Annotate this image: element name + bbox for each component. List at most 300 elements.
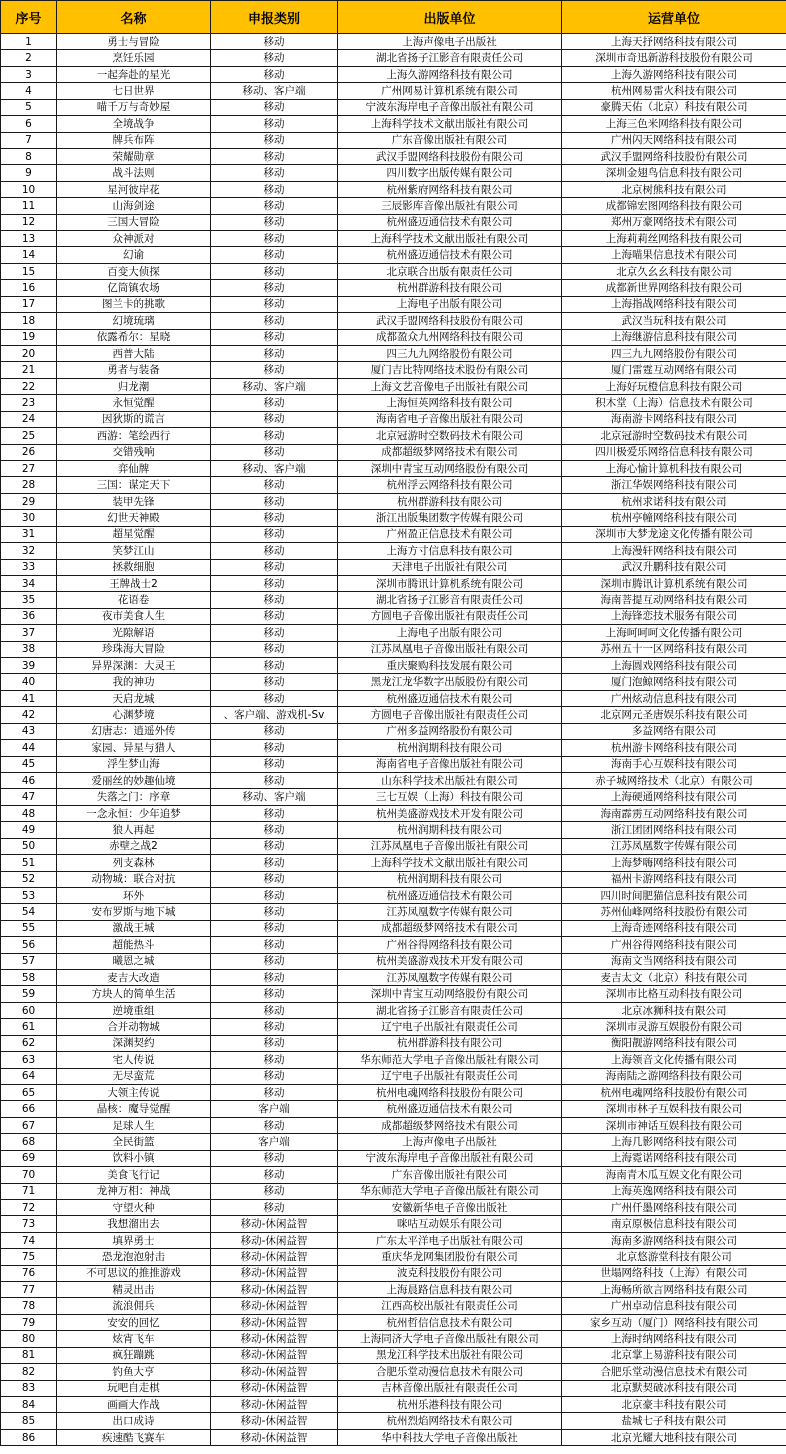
cell-publisher: 深圳中青宝互动网络股份有限公司: [338, 986, 562, 1002]
cell-index: 53: [1, 887, 57, 903]
cell-publisher: 杭州浮云网络科技有限公司: [338, 477, 562, 493]
cell-index: 43: [1, 723, 57, 739]
cell-index: 38: [1, 641, 57, 657]
cell-category: 移动-休闲益智: [211, 1397, 338, 1413]
cell-publisher: 杭州哲信信息技术有限公司: [338, 1314, 562, 1330]
cell-publisher: 上海文艺音像电子出版社有限公司: [338, 378, 562, 394]
cell-name: 大领主传说: [57, 1085, 211, 1101]
cell-name: 全境战争: [57, 116, 211, 132]
cell-publisher: 成都超级梦网络技术有限公司: [338, 444, 562, 460]
cell-name: 麦吉大改造: [57, 970, 211, 986]
cell-operator: 浙江团团网络科技有限公司: [562, 822, 786, 838]
cell-category: 移动: [211, 1085, 338, 1101]
table-row: [1, 231, 786, 247]
cell-operator: 广州炫动信息科技有限公司: [562, 690, 786, 706]
table-row: [1, 674, 786, 690]
cell-index: 29: [1, 493, 57, 509]
cell-index: 27: [1, 460, 57, 476]
cell-name: 天启龙城: [57, 690, 211, 706]
cell-category: 客户端: [211, 1101, 338, 1117]
cell-operator: 海南陆之游网络科技有限公司: [562, 1068, 786, 1084]
table-row: [1, 1134, 786, 1150]
cell-name: 家园、异星与猎人: [57, 740, 211, 756]
cell-operator: 深圳市比格互动科技有限公司: [562, 986, 786, 1002]
table-row: [1, 329, 786, 345]
cell-operator: 杭州求诺科技有限公司: [562, 493, 786, 509]
cell-publisher: 北京联合出版有限责任公司: [338, 263, 562, 279]
cell-operator: 海南菩提互动网络科技有限公司: [562, 592, 786, 608]
cell-category: 移动: [211, 66, 338, 82]
cell-name: 画画大作战: [57, 1397, 211, 1413]
table-row: [1, 477, 786, 493]
table-row: [1, 1085, 786, 1101]
cell-name: 心渊梦境: [57, 707, 211, 723]
cell-operator: 杭州游卡网络科技有限公司: [562, 740, 786, 756]
cell-category: 移动: [211, 1052, 338, 1068]
table-row: [1, 1199, 786, 1215]
cell-operator: 厦门雷霆互动网络有限公司: [562, 362, 786, 378]
cell-name: 山海剑途: [57, 198, 211, 214]
cell-index: 49: [1, 822, 57, 838]
table-row: [1, 1380, 786, 1396]
cell-category: 移动: [211, 756, 338, 772]
cell-name: 夜市美食人生: [57, 608, 211, 624]
header-name: 名称: [57, 1, 211, 34]
cell-category: 移动: [211, 1019, 338, 1035]
cell-operator: 上海喵果信息技术有限公司: [562, 247, 786, 263]
cell-name: 填界勇士: [57, 1232, 211, 1248]
table-row: [1, 887, 786, 903]
cell-category: 移动: [211, 165, 338, 181]
cell-operator: 上海指战网络科技有限公司: [562, 296, 786, 312]
cell-category: 移动: [211, 395, 338, 411]
cell-category: 移动: [211, 231, 338, 247]
cell-name: 钓鱼大亨: [57, 1364, 211, 1380]
cell-publisher: 湖北省扬子江影音有限责任公司: [338, 592, 562, 608]
cell-publisher: 黑龙江龙华数字出版股份有限公司: [338, 674, 562, 690]
cell-publisher: 上海电子出版有限公司: [338, 296, 562, 312]
table-row: [1, 592, 786, 608]
cell-name: 狼人再起: [57, 822, 211, 838]
cell-publisher: 广州盈正信息技术有限公司: [338, 526, 562, 542]
table-row: [1, 346, 786, 362]
cell-operator: 上海领音文化传播有限公司: [562, 1052, 786, 1068]
cell-category: 移动-休闲益智: [211, 1413, 338, 1429]
cell-name: 七日世界: [57, 83, 211, 99]
cell-category: 客户端: [211, 1134, 338, 1150]
cell-operator: 武汉升鹏科技有限公司: [562, 559, 786, 575]
table-row: [1, 214, 786, 230]
cell-operator: 北京久幺幺科技有限公司: [562, 263, 786, 279]
cell-name: 浮生梦山海: [57, 756, 211, 772]
table-row: [1, 1364, 786, 1380]
cell-operator: 南京原极信息科技有限公司: [562, 1216, 786, 1232]
cell-category: 移动: [211, 1068, 338, 1084]
table-row: [1, 641, 786, 657]
cell-publisher: 海南省电子音像出版社有限公司: [338, 411, 562, 427]
cell-category: 移动: [211, 855, 338, 871]
cell-name: 晶核：魔导觉醒: [57, 1101, 211, 1117]
cell-publisher: 广州多益网络股份有限公司: [338, 723, 562, 739]
cell-name: 宅人传说: [57, 1052, 211, 1068]
cell-category: 移动: [211, 1167, 338, 1183]
cell-name: 王牌战士2: [57, 575, 211, 591]
cell-index: 6: [1, 116, 57, 132]
table-row: [1, 1167, 786, 1183]
cell-publisher: 深圳市腾讯计算机系统有限公司: [338, 575, 562, 591]
cell-name: 不可思议的推推游戏: [57, 1265, 211, 1281]
cell-operator: 深圳市腾讯计算机系统有限公司: [562, 575, 786, 591]
cell-index: 40: [1, 674, 57, 690]
cell-category: 移动: [211, 148, 338, 164]
cell-publisher: 浙江出版集团数字传媒有限公司: [338, 510, 562, 526]
cell-index: 52: [1, 871, 57, 887]
cell-index: 18: [1, 313, 57, 329]
cell-operator: 苏州五十一区网络科技有限公司: [562, 641, 786, 657]
cell-operator: 深圳市林子互娱科技有限公司: [562, 1101, 786, 1117]
cell-name: 一起奔赴的星光: [57, 66, 211, 82]
table-row: [1, 838, 786, 854]
cell-name: 炫宵飞车: [57, 1331, 211, 1347]
cell-name: 亿筒镇农场: [57, 280, 211, 296]
cell-index: 64: [1, 1068, 57, 1084]
cell-publisher: 上海声像电子出版社: [338, 34, 562, 50]
cell-index: 1: [1, 34, 57, 50]
cell-name: 西游：笔绘西行: [57, 428, 211, 444]
cell-index: 23: [1, 395, 57, 411]
cell-name: 花语卷: [57, 592, 211, 608]
cell-operator: 上海英逸网络科技有限公司: [562, 1183, 786, 1199]
cell-name: 我想溜出去: [57, 1216, 211, 1232]
cell-name: 曦恩之城: [57, 953, 211, 969]
cell-publisher: 吉林音像出版社有限责任公司: [338, 1380, 562, 1396]
cell-publisher: 上海恒英网络科技有限公司: [338, 395, 562, 411]
cell-category: 移动、客户端: [211, 460, 338, 476]
table-row: [1, 66, 786, 82]
cell-operator: 四川极爱乐网络信息科技有限公司: [562, 444, 786, 460]
table-row: [1, 855, 786, 871]
table-row: [1, 313, 786, 329]
cell-category: 移动: [211, 444, 338, 460]
table-row: [1, 707, 786, 723]
cell-publisher: 武汉手盟网络科技股份有限公司: [338, 148, 562, 164]
table-row: [1, 756, 786, 772]
cell-publisher: 上海科学技术文献出版社有限公司: [338, 231, 562, 247]
cell-category: 移动: [211, 871, 338, 887]
cell-publisher: 深圳中青宝互动网络股份有限公司: [338, 460, 562, 476]
table-row: [1, 428, 786, 444]
cell-category: 移动: [211, 953, 338, 969]
cell-index: 66: [1, 1101, 57, 1117]
cell-publisher: 宁波东海岸电子音像出版社有限公司: [338, 99, 562, 115]
cell-index: 85: [1, 1413, 57, 1429]
cell-publisher: 杭州群游科技有限公司: [338, 493, 562, 509]
cell-index: 47: [1, 789, 57, 805]
cell-publisher: 广东太平洋电子出版社有限公司: [338, 1232, 562, 1248]
cell-category: 移动: [211, 526, 338, 542]
cell-name: 安布罗斯与地下城: [57, 904, 211, 920]
cell-category: 移动: [211, 970, 338, 986]
cell-index: 5: [1, 99, 57, 115]
cell-category: 移动-休闲益智: [211, 1380, 338, 1396]
table-row: [1, 690, 786, 706]
cell-index: 8: [1, 148, 57, 164]
table-row: [1, 1035, 786, 1051]
table-row: [1, 772, 786, 788]
cell-operator: 积木堂（上海）信息技术有限公司: [562, 395, 786, 411]
cell-name: 装甲先锋: [57, 493, 211, 509]
cell-operator: 杭州网易雷火科技有限公司: [562, 83, 786, 99]
cell-publisher: 上海声像电子出版社: [338, 1134, 562, 1150]
cell-operator: 广州闪天网络科技有限公司: [562, 132, 786, 148]
cell-name: 烹饪乐园: [57, 50, 211, 66]
cell-publisher: 杭州群游科技有限公司: [338, 1035, 562, 1051]
table-row: [1, 378, 786, 394]
cell-operator: 赤子城网络技术（北京）有限公司: [562, 772, 786, 788]
cell-operator: 广州仟墨网络科技有限公司: [562, 1199, 786, 1215]
cell-index: 57: [1, 953, 57, 969]
cell-category: 移动: [211, 247, 338, 263]
header-publisher: 出版单位: [338, 1, 562, 34]
cell-operator: 上海呵呵呵文化传播有限公司: [562, 625, 786, 641]
cell-category: 移动: [211, 362, 338, 378]
table-row: [1, 1265, 786, 1281]
cell-publisher: 武汉手盟网络科技股份有限公司: [338, 313, 562, 329]
cell-operator: 武汉手盟网络科技股份有限公司: [562, 148, 786, 164]
cell-name: 安安的回忆: [57, 1314, 211, 1330]
table-row: [1, 1249, 786, 1265]
cell-operator: 北京树熊科技有限公司: [562, 181, 786, 197]
cell-category: 移动: [211, 575, 338, 591]
header-category: 申报类别: [211, 1, 338, 34]
table-row: [1, 280, 786, 296]
cell-name: 足球人生: [57, 1117, 211, 1133]
table-row: [1, 510, 786, 526]
table-row: [1, 1298, 786, 1314]
cell-name: 饮料小镇: [57, 1150, 211, 1166]
cell-category: 移动: [211, 592, 338, 608]
cell-publisher: 上海久游网络科技有限公司: [338, 66, 562, 82]
table-row: [1, 1232, 786, 1248]
cell-publisher: 杭州润期科技有限公司: [338, 822, 562, 838]
cell-publisher: 山东科学技术出版社有限公司: [338, 772, 562, 788]
cell-operator: 上海继游信息科技有限公司: [562, 329, 786, 345]
cell-index: 58: [1, 970, 57, 986]
cell-operator: 上海漫轩网络科技有限公司: [562, 543, 786, 559]
header-operator: 运营单位: [562, 1, 786, 34]
cell-index: 22: [1, 378, 57, 394]
cell-index: 75: [1, 1249, 57, 1265]
cell-name: 异界深渊：大灵王: [57, 658, 211, 674]
cell-operator: 北京悠游堂科技有限公司: [562, 1249, 786, 1265]
cell-operator: 北京豪丰科技有限公司: [562, 1397, 786, 1413]
cell-operator: 世塌网络科技（上海）有限公司: [562, 1265, 786, 1281]
table-row: [1, 1150, 786, 1166]
cell-index: 80: [1, 1331, 57, 1347]
cell-operator: 上海几影网络科技有限公司: [562, 1134, 786, 1150]
cell-index: 81: [1, 1347, 57, 1363]
cell-operator: 广州谷得网络科技有限公司: [562, 937, 786, 953]
cell-publisher: 华中科技大学电子音像出版社: [338, 1429, 562, 1445]
cell-name: 全民街篮: [57, 1134, 211, 1150]
cell-operator: 郑州万豪网络技术有限公司: [562, 214, 786, 230]
cell-name: 三国：谋定天下: [57, 477, 211, 493]
cell-category: 移动: [211, 674, 338, 690]
cell-index: 19: [1, 329, 57, 345]
table-row: [1, 411, 786, 427]
cell-category: 移动: [211, 658, 338, 674]
cell-name: 三国大冒险: [57, 214, 211, 230]
table-row: [1, 1052, 786, 1068]
cell-operator: 盐城七子科技有限公司: [562, 1413, 786, 1429]
cell-publisher: 海南省电子音像出版社有限公司: [338, 756, 562, 772]
cell-name: 赤壁之战2: [57, 838, 211, 854]
cell-publisher: 辽宁电子出版社有限责任公司: [338, 1019, 562, 1035]
cell-operator: 深圳市灵游互娱股份有限公司: [562, 1019, 786, 1035]
cell-publisher: 辽宁电子出版社有限责任公司: [338, 1068, 562, 1084]
cell-name: 动物城：联合对抗: [57, 871, 211, 887]
table-row: [1, 444, 786, 460]
cell-index: 50: [1, 838, 57, 854]
cell-name: 爱丽丝的妙趣仙境: [57, 772, 211, 788]
cell-index: 20: [1, 346, 57, 362]
cell-operator: 海南游卡网络科技有限公司: [562, 411, 786, 427]
cell-index: 12: [1, 214, 57, 230]
table-row: [1, 658, 786, 674]
cell-operator: 合肥乐堂动漫信息技术有限公司: [562, 1364, 786, 1380]
cell-index: 21: [1, 362, 57, 378]
cell-index: 71: [1, 1183, 57, 1199]
cell-category: 移动: [211, 822, 338, 838]
cell-index: 56: [1, 937, 57, 953]
cell-operator: 多益网络有限公司: [562, 723, 786, 739]
table-row: [1, 789, 786, 805]
cell-category: 移动: [211, 329, 338, 345]
cell-index: 55: [1, 920, 57, 936]
table-row: [1, 165, 786, 181]
cell-index: 10: [1, 181, 57, 197]
cell-category: 移动-休闲益智: [211, 1347, 338, 1363]
cell-name: 笑梦江山: [57, 543, 211, 559]
cell-index: 60: [1, 1002, 57, 1018]
cell-operator: 北京网元圣唐娱乐科技有限公司: [562, 707, 786, 723]
cell-index: 67: [1, 1117, 57, 1133]
cell-publisher: 厦门吉比特网络技术股份有限公司: [338, 362, 562, 378]
cell-index: 61: [1, 1019, 57, 1035]
cell-operator: 豪腾天佑（北京）科技有限公司: [562, 99, 786, 115]
cell-publisher: 杭州盛迈通信技术有限公司: [338, 1101, 562, 1117]
cell-publisher: 杭州群游科技有限公司: [338, 280, 562, 296]
table-row: [1, 1216, 786, 1232]
cell-operator: 四川时间肥猫信息科技有限公司: [562, 887, 786, 903]
table-row: [1, 1002, 786, 1018]
table-row: [1, 263, 786, 279]
cell-index: 16: [1, 280, 57, 296]
cell-index: 74: [1, 1232, 57, 1248]
cell-category: 移动-休闲益智: [211, 1265, 338, 1281]
cell-category: 移动: [211, 50, 338, 66]
table-row: [1, 247, 786, 263]
cell-name: 幻境琉璃: [57, 313, 211, 329]
cell-publisher: 广州谷得网络科技有限公司: [338, 937, 562, 953]
cell-category: 、客户端、游戏机-Sv: [211, 707, 338, 723]
cell-publisher: 四三九九网络股份有限公司: [338, 346, 562, 362]
cell-operator: 上海时纳网络科技有限公司: [562, 1331, 786, 1347]
table-body: [1, 34, 786, 1446]
cell-publisher: 安徽新华电子音像出版社: [338, 1199, 562, 1215]
cell-publisher: 上海晨路信息科技有限公司: [338, 1282, 562, 1298]
cell-publisher: 杭州盛迈通信技术有限公司: [338, 887, 562, 903]
cell-category: 移动: [211, 346, 338, 362]
cell-operator: 杭州亭幢网络科技有限公司: [562, 510, 786, 526]
cell-publisher: 杭州电魂网络科技股份有限公司: [338, 1085, 562, 1101]
cell-name: 我的神功: [57, 674, 211, 690]
table-row: [1, 986, 786, 1002]
cell-publisher: 三辰影库音像出版社有限公司: [338, 198, 562, 214]
cell-operator: 深圳市神话互娱科技有限公司: [562, 1117, 786, 1133]
cell-operator: 上海畅所欲言网络科技有限公司: [562, 1282, 786, 1298]
cell-publisher: 华东师范大学电子音像出版社有限公司: [338, 1183, 562, 1199]
cell-category: 移动: [211, 510, 338, 526]
cell-category: 移动: [211, 428, 338, 444]
cell-name: 精灵出击: [57, 1282, 211, 1298]
table-row: [1, 460, 786, 476]
table-row: [1, 1183, 786, 1199]
cell-operator: 广州卓动信息科技有限公司: [562, 1298, 786, 1314]
table-row: [1, 1331, 786, 1347]
cell-publisher: 江苏凤凰电子音像出版社有限公司: [338, 641, 562, 657]
cell-category: 移动: [211, 280, 338, 296]
cell-publisher: 广东音像出版社有限公司: [338, 132, 562, 148]
cell-category: 移动、客户端: [211, 789, 338, 805]
cell-publisher: 宁波东海岸电子音像出版社有限公司: [338, 1150, 562, 1166]
cell-category: 移动: [211, 1117, 338, 1133]
header-index: 序号: [1, 1, 57, 34]
cell-publisher: 上海科学技术文献出版社有限公司: [338, 855, 562, 871]
cell-operator: 上海三色米网络科技有限公司: [562, 116, 786, 132]
cell-name: 珍珠海大冒险: [57, 641, 211, 657]
cell-index: 62: [1, 1035, 57, 1051]
cell-index: 2: [1, 50, 57, 66]
cell-name: 西普大陆: [57, 346, 211, 362]
cell-publisher: 四川数字出版传媒有限公司: [338, 165, 562, 181]
cell-name: 弈仙牌: [57, 460, 211, 476]
cell-publisher: 咪咕互动娱乐有限公司: [338, 1216, 562, 1232]
cell-category: 移动: [211, 805, 338, 821]
cell-category: 移动: [211, 740, 338, 756]
cell-operator: 成都锦宏图网络科技有限公司: [562, 198, 786, 214]
table-row: [1, 1397, 786, 1413]
cell-category: 移动: [211, 887, 338, 903]
cell-operator: 杭州电魂网络科技股份有限公司: [562, 1085, 786, 1101]
cell-publisher: 成都超级梦网络技术有限公司: [338, 920, 562, 936]
cell-index: 82: [1, 1364, 57, 1380]
cell-category: 移动: [211, 477, 338, 493]
cell-index: 41: [1, 690, 57, 706]
cell-category: 移动: [211, 772, 338, 788]
cell-index: 32: [1, 543, 57, 559]
cell-index: 51: [1, 855, 57, 871]
table-row: [1, 575, 786, 591]
cell-publisher: 上海同济大学电子音像出版社有限公司: [338, 1331, 562, 1347]
cell-index: 34: [1, 575, 57, 591]
cell-operator: 福州卡游网络科技有限公司: [562, 871, 786, 887]
cell-publisher: 杭州盛迈通信技术有限公司: [338, 247, 562, 263]
cell-publisher: 江苏凤凰数字传媒有限公司: [338, 970, 562, 986]
cell-name: 龙神万相：神战: [57, 1183, 211, 1199]
table-row: [1, 1019, 786, 1035]
cell-publisher: 方圆电子音像出版社有限责任公司: [338, 608, 562, 624]
